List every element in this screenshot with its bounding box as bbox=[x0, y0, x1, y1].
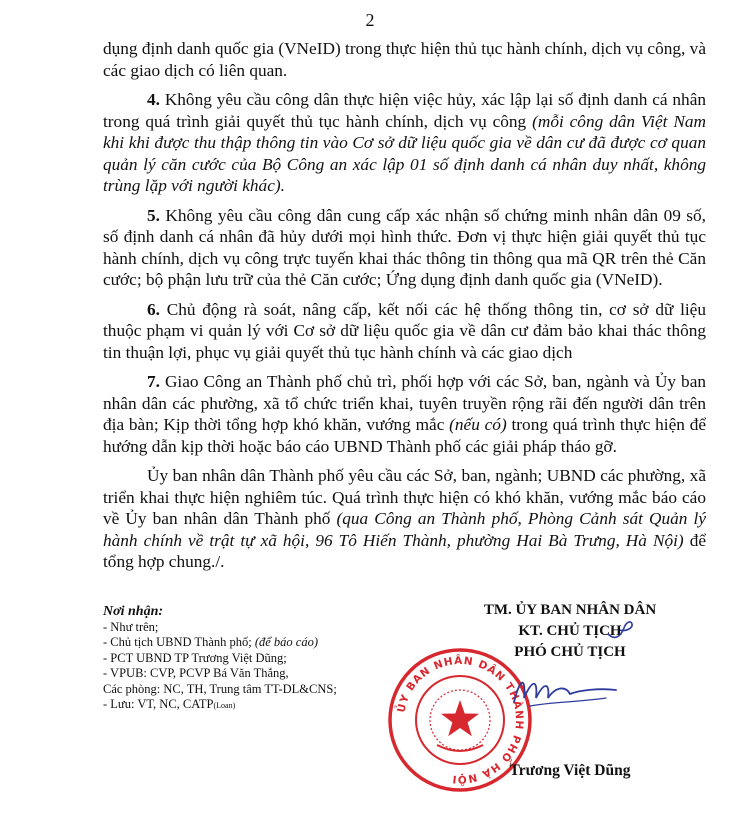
page-number: 2 bbox=[365, 10, 375, 30]
paragraph-4 bbox=[103, 89, 706, 197]
paragraph-number: 6. bbox=[147, 299, 160, 319]
recipient-item: - Chủ tịch UBND Thành phố; (để báo cáo) bbox=[103, 635, 319, 649]
recipients-block bbox=[103, 604, 403, 714]
recipients-heading: Nơi nhận: bbox=[103, 604, 164, 619]
text-segment: Không yêu cầu công dân cung cấp xác nhận số chứng minh nhân dân 09 số, số định danh cá nhân đã hủy dưới mọi hình thức. Đơn vị thực hiện giải quyết thủ tục hành chính, dịch vụ công trực tuyến khai thác thông tin thông qua mã QR trên thẻ Căn cước; bộ phận lưu trữ của thẻ Căn cước; Ứng dụng định danh quốc gia (VNeID). bbox=[103, 205, 706, 289]
recipient-item: - VPUB: CVP, PCVP Bá Văn Thắng, bbox=[103, 666, 289, 680]
italic-text-segment: (mỗi công dân Việt Nam khi khi được thu thập thông tin vào Cơ sở dữ liệu quốc gia về dân cư đã được cơ quan quản lý căn cước của Bộ Công an xác lập 01 số định danh cá nhân duy nhất, không trùng lặp với người khác). bbox=[103, 111, 706, 195]
text-segment: Chủ động rà soát, nâng cấp, kết nối các hệ thống thông tin, cơ sở dữ liệu thuộc phạm vi quản lý với Cơ sở dữ liệu quốc gia về dân cư đảm bảo khai thác thông tin thuận lợi, phục vụ giải quyết thủ tục hành chính và các giao dịch bbox=[103, 299, 706, 362]
paragraph-5 bbox=[103, 205, 706, 291]
text-segment: Ủy ban nhân dân Thành phố yêu cầu các Sở, ban, ngành; UBND các phường, xã triển khai thực hiện nghiêm túc. Quá trình thực hiện có khó khăn, vướng mắc báo cáo về Ủy ban nhân dân Thành phố bbox=[103, 466, 706, 528]
paragraph-closing bbox=[103, 465, 706, 573]
handwritten-signature-icon bbox=[510, 668, 620, 716]
recipient-item: - PCT UBND TP Trương Việt Dũng; bbox=[103, 650, 287, 665]
sign-title-line: KT. CHỦ TỊCH bbox=[518, 623, 622, 639]
document-body bbox=[103, 38, 706, 581]
paragraph-number: 5. bbox=[147, 205, 160, 225]
text-segment: Giao Công an Thành phố chủ trì, phối hợp với các Sở, ban, ngành và Ủy ban nhân dân các phường, xã tổ chức triển khai, tuyên truyền rộng rãi đến người dân trên địa bàn; Kịp thời tổng hợp khó khăn, vướng mắc bbox=[103, 372, 706, 434]
italic-text-segment: (qua Công an Thành phố, Phòng Cảnh sát Quản lý hành chính về trật tự xã hội, 96 Tô Hiến Thành, phường Hai Bà Trưng, Hà Nội) bbox=[103, 509, 706, 550]
recipient-item: Các phòng: NC, TH, Trung tâm TT-DL&CNS; bbox=[103, 681, 337, 696]
paragraph-7 bbox=[103, 371, 706, 457]
paragraph-continuation bbox=[103, 38, 706, 81]
recipient-item: - Như trên; bbox=[103, 619, 159, 634]
paragraph-6 bbox=[103, 299, 706, 364]
signer-name: Trương Việt Dũng bbox=[509, 762, 631, 779]
text-segment: để tổng hợp chung./. bbox=[103, 530, 706, 571]
paragraph-number: 4. bbox=[147, 90, 160, 109]
text-segment: dụng định danh quốc gia (VNeID) trong thực hiện thủ tục hành chính, dịch vụ công, và các giao dịch có liên quan. bbox=[103, 39, 706, 80]
sign-title-line: TM. ỦY BAN NHÂN DÂN bbox=[483, 602, 657, 618]
sign-title-line: PHÓ CHỦ TỊCH bbox=[514, 644, 626, 660]
paragraph-number: 7. bbox=[147, 372, 160, 391]
italic-text-segment: (nếu có) bbox=[449, 415, 507, 434]
text-segment: trong quá trình thực hiện để hướng dẫn kịp thời hoặc báo cáo UBND Thành phố các giải pháp tháo gỡ. bbox=[103, 415, 707, 456]
initial-mark-icon bbox=[606, 616, 634, 644]
text-segment: Không yêu cầu công dân thực hiện việc hủy, xác lập lại số định danh cá nhân trong quá trình giải quyết thủ tục hành chính, dịch vụ công bbox=[103, 90, 706, 131]
recipient-item: - Lưu: VT, NC, CATP(Loan) bbox=[103, 697, 236, 711]
seal-text: ỦY BAN NHÂN DÂN THÀNH PHỐ HÀ NỘI bbox=[395, 654, 526, 786]
